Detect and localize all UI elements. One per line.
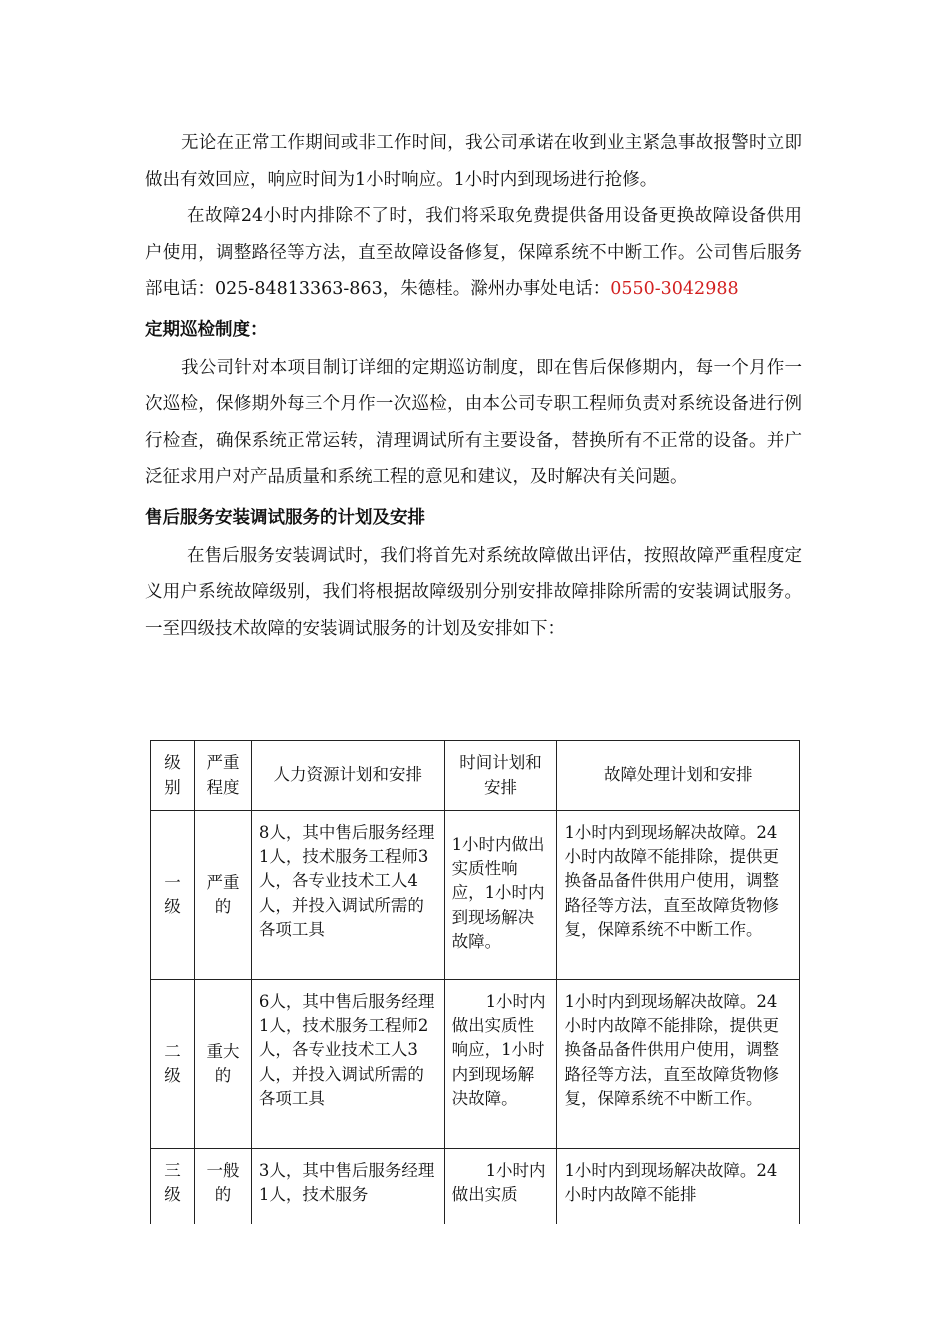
header-staffing: 人力资源计划和安排 xyxy=(251,741,444,811)
table-row xyxy=(151,980,800,1149)
cell-handling: 1小时内到现场解决故障。24小时内故障不能排除，提供更换备品备件供用户使用，调整路径等方法，直至故障货物修复，保障系统不中断工作。 xyxy=(557,811,800,980)
service-plan-table xyxy=(150,740,800,1224)
section-title-installation-plan: 售后服务安装调试服务的计划及安排 xyxy=(145,507,425,528)
section-title-inspection: 定期巡检制度： xyxy=(145,319,268,340)
paragraph-emergency-response: 无论在正常工作期间或非工作时间，我公司承诺在收到业主紧急事故报警时立即做出有效回应，响应时间为1小时响应。1小时内到现场进行抢修。 xyxy=(145,133,802,190)
cell-level: 三级 xyxy=(151,1149,195,1225)
cell-handling: 1小时内到现场解决故障。24小时内故障不能排除，提供更换备品备件供用户使用，调整路径等方法，直至故障货物修复，保障系统不中断工作。 xyxy=(557,980,800,1149)
header-handling: 故障处理计划和安排 xyxy=(557,741,800,811)
document-page xyxy=(145,125,802,647)
cell-severity: 重大的 xyxy=(194,980,251,1149)
cell-schedule: 1小时内做出实质性响应，1小时内到现场解决故障。 xyxy=(444,811,557,980)
table-row xyxy=(151,1149,800,1225)
cell-staffing: 8人，其中售后服务经理1人，技术服务工程师3人，各专业技术工人4人，并投入调试所需的各项工具 xyxy=(251,811,444,980)
cell-schedule: 1小时内做出实质性响应，1小时内到现场解决故障。 xyxy=(444,980,557,1149)
fault-replacement-text: 在故障24小时内排除不了时，我们将采取免费提供备用设备更换故障设备供用户使用，调整路径等方法，直至故障设备修复，保障系统不中断工作。公司售后服务部电话：025-84813363-863，朱德桂。滁州办事处电话： xyxy=(145,206,802,299)
cell-level: 一级 xyxy=(151,811,195,980)
cell-handling: 1小时内到现场解决故障。24小时内故障不能排 xyxy=(557,1149,800,1225)
table-viewport xyxy=(145,740,805,1224)
office-phone-number: 0550-3042988 xyxy=(610,279,739,299)
paragraph-installation-intro: 在售后服务安装调试时，我们将首先对系统故障做出评估，按照故障严重程度定义用户系统故障级别，我们将根据故障级别分别安排故障排除所需的安装调试服务。一至四级技术故障的安装调试服务的计划及安排如下： xyxy=(145,545,802,639)
paragraph-fault-replacement xyxy=(145,198,802,308)
cell-staffing: 3人，其中售后服务经理1人，技术服务 xyxy=(251,1149,444,1225)
table-row xyxy=(151,811,800,980)
header-severity: 严重程度 xyxy=(194,741,251,811)
cell-severity: 严重的 xyxy=(194,811,251,980)
cell-staffing: 6人，其中售后服务经理1人，技术服务工程师2人，各专业技术工人3人，并投入调试所需的各项工具 xyxy=(251,980,444,1149)
table-header-row xyxy=(151,741,800,811)
paragraph-inspection-policy: 我公司针对本项目制订详细的定期巡访制度，即在售后保修期内，每一个月作一次巡检，保修期外每三个月作一次巡检，由本公司专职工程师负责对系统设备进行例行检查，确保系统正常运转，清理调试所有主要设备，替换所有不正常的设备。并广泛征求用户对产品质量和系统工程的意见和建议，及时解决有关问题。 xyxy=(145,357,802,487)
cell-severity: 一般的 xyxy=(194,1149,251,1225)
cell-schedule: 1小时内做出实质 xyxy=(444,1149,557,1225)
header-level: 级别 xyxy=(151,741,195,811)
header-schedule: 时间计划和安排 xyxy=(444,741,557,811)
cell-level: 二级 xyxy=(151,980,195,1149)
